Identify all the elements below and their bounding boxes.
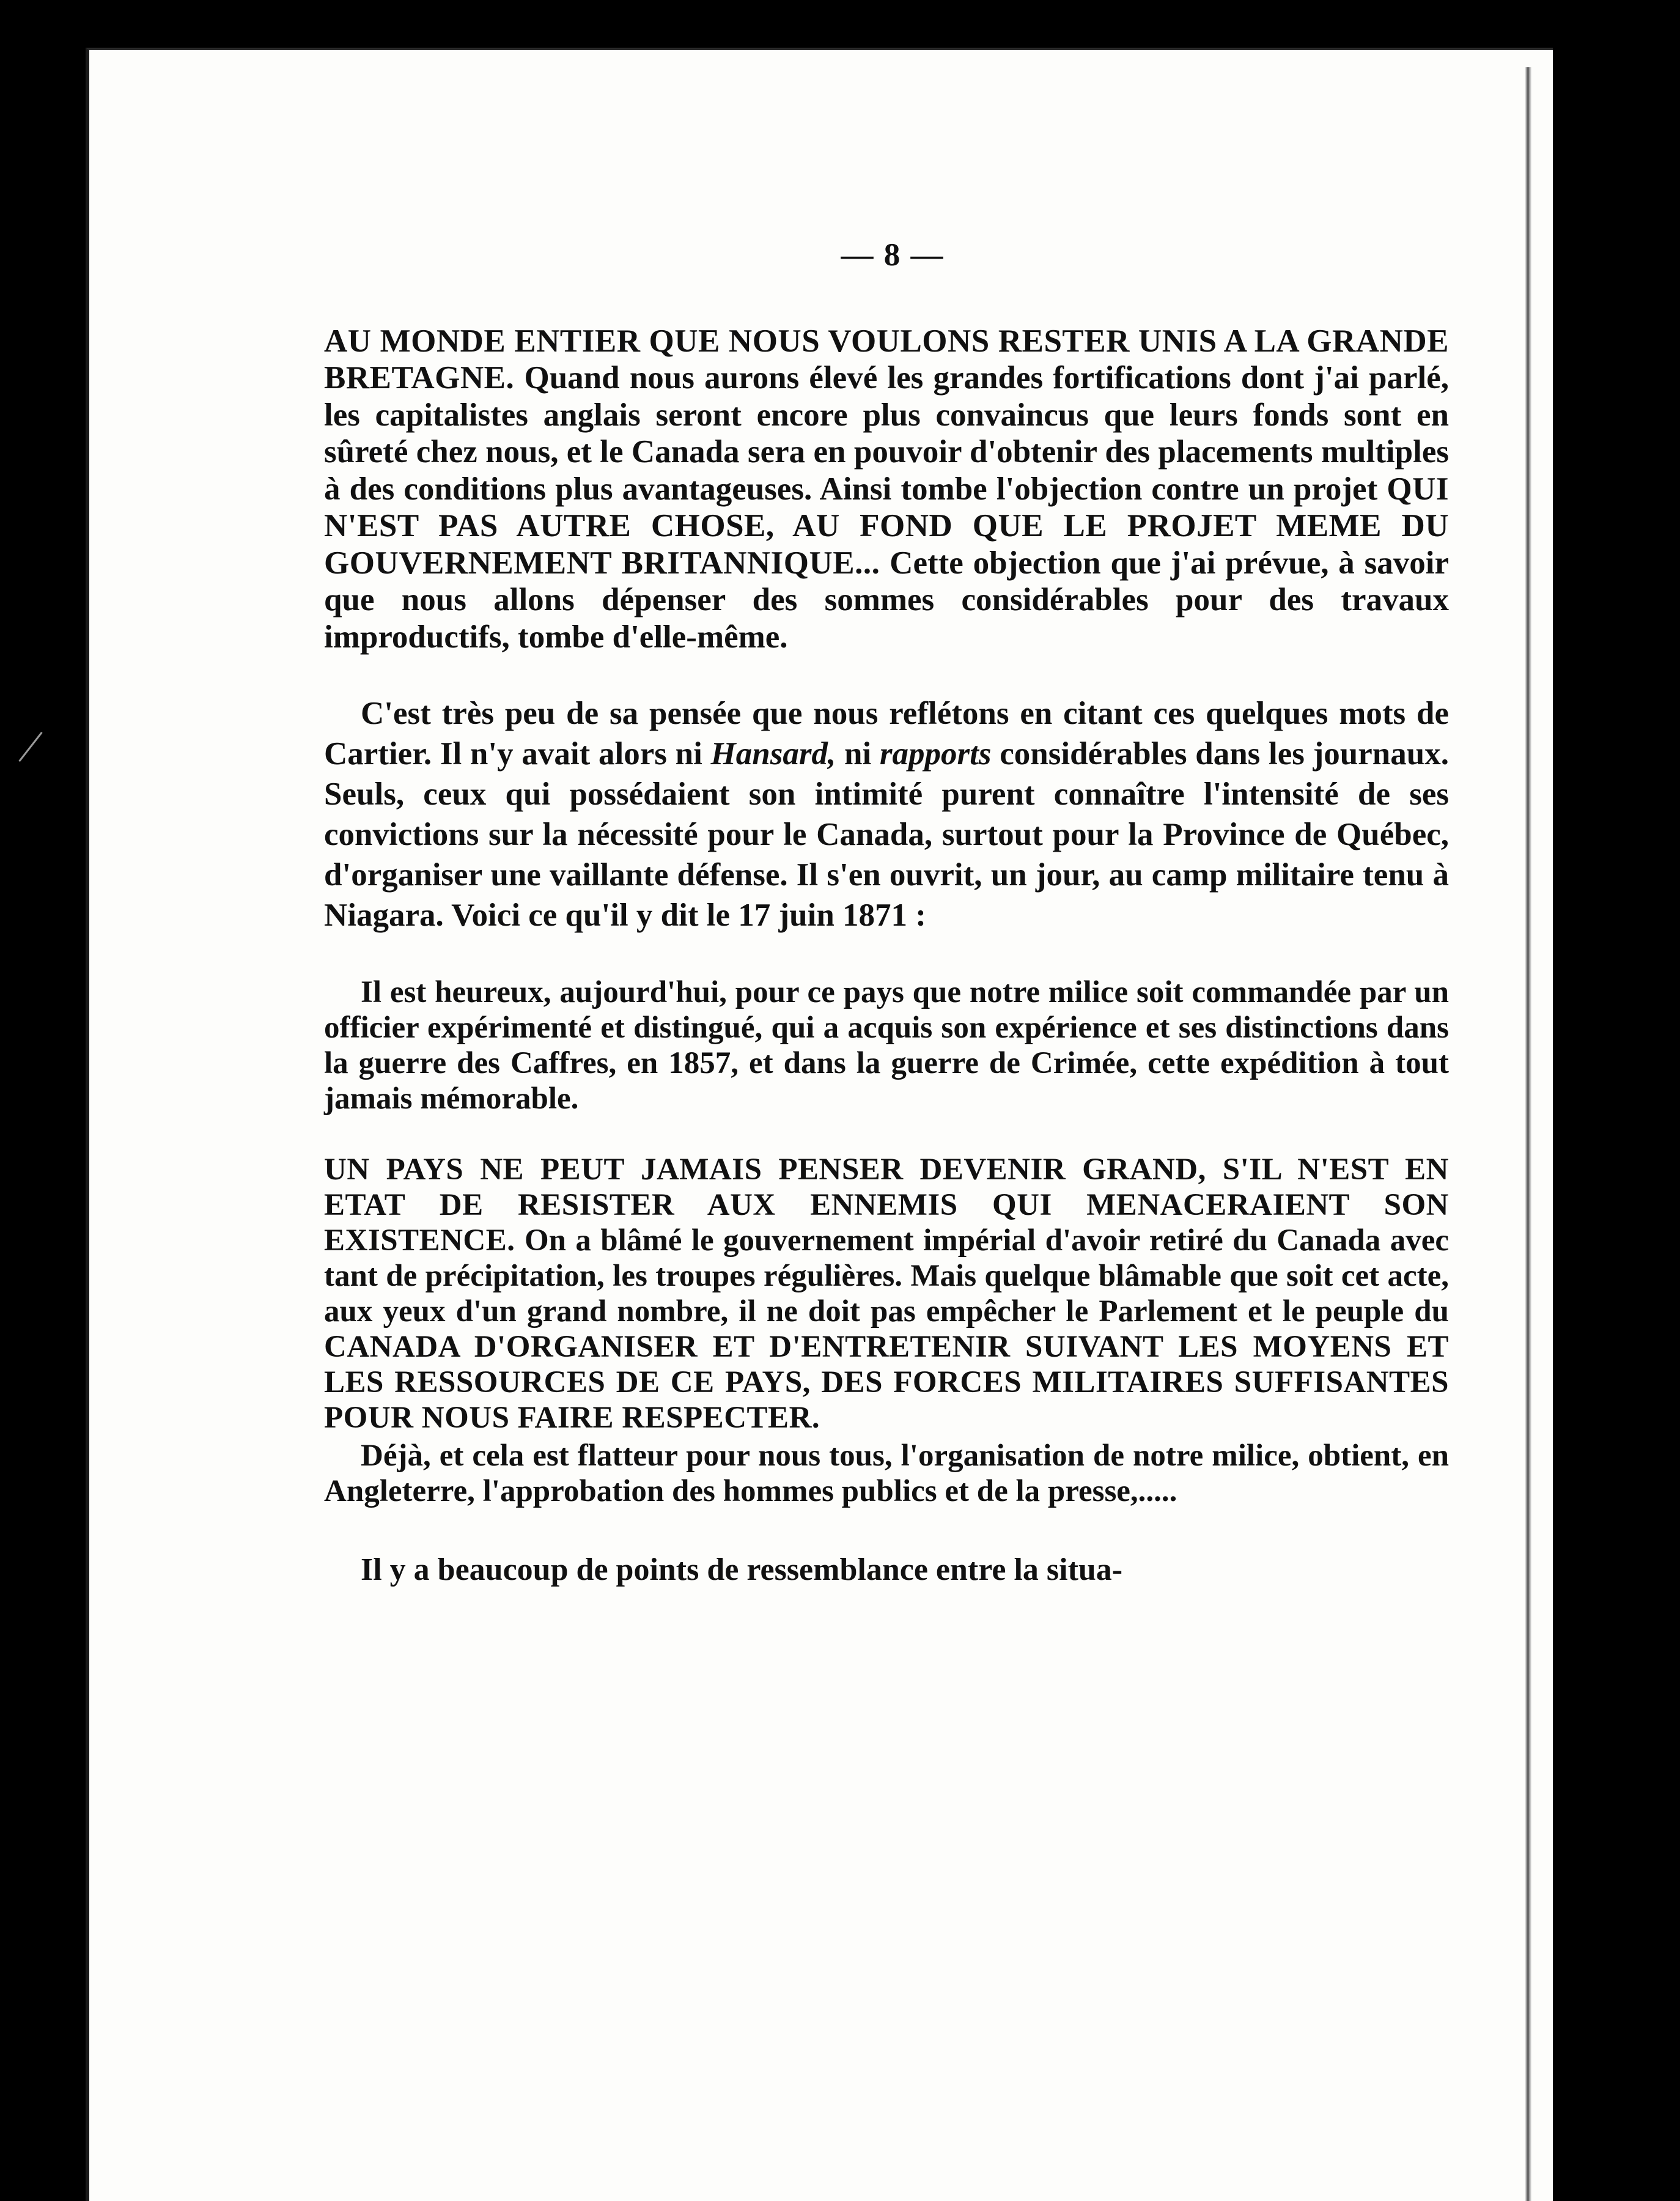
- body-paragraph-2: Il y a beaucoup de points de ressemblance entre la situa-: [361, 1552, 1123, 1587]
- para-1-text-c: considérables dans les journaux. Seuls, ceux qui possédaient son intimité purent connaître l'intensité de ses convictions sur la nécessité pour le Canada, surtout pour la Province de Québec, d'organiser une vaillante défense. Il s'en ouvrit, un jour, au camp militaire tenu à Niagara. Voici ce qu'il y dit le 17 juin 1871 :: [324, 736, 1450, 933]
- quote-paragraph-3: [324, 1152, 1449, 1436]
- para-1-text-b: ni: [836, 736, 880, 772]
- quote-paragraph-2: Il est heureux, aujourd'hui, pour ce pays que notre milice soit commandée par un officier expérimenté et distingué, qui a acquis son expérience et ses distinctions dans la guerre des Caffres, en 1857, et dans la guerre de Crimée, cette expédition à tout jamais mémorable.: [324, 975, 1449, 1116]
- quote-1-caps-mid: QUI N'EST PAS AUTRE CHOSE, AU FOND QUE LE PROJET MEME DU GOUVERNEMENT BRITANNIQUE...: [324, 471, 1449, 581]
- body-paragraph-1: [324, 693, 1449, 935]
- para-1-italic-rapports: rapports: [879, 736, 992, 772]
- quote-3-caps-end: CANADA D'ORGANISER ET D'ENTRETENIR SUIVANT LES MOYENS ET LES RESSOURCES DE CE PAYS, DES FORCES MILITAIRES SUFFISANTES POUR NOUS FAIRE RESPECTER.: [324, 1330, 1449, 1435]
- quote-paragraph-4: Déjà, et cela est flatteur pour nous tous, l'organisation de notre milice, obtient, en Angleterre, l'approbation des hommes publics et de la presse,.....: [324, 1439, 1449, 1508]
- quote-1-text-b: Cette objection que j'ai prévue, à savoir que nous allons dépenser des sommes considérables pour des travaux improductifs, tombe d'elle-même.: [324, 545, 1449, 655]
- book-page: [86, 48, 1553, 2201]
- quote-1-text-a: Quand nous aurons élevé les grandes fortifications dont j'ai parlé, les capitalistes anglais seront encore plus convaincus que leurs fonds sont en sûreté chez nous, et le Canada sera en pouvoir d'obtenir des placements multiples à des conditions plus avantageuses. Ainsi tombe l'objection contre un projet: [324, 360, 1449, 507]
- quote-3-caps-lead: UN PAYS NE PEUT JAMAIS PENSER DEVENIR GRAND, S'IL N'EST EN ETAT DE RESISTER AUX ENNEMIS QUI MENACERAIENT SON EXISTENCE.: [324, 1152, 1449, 1258]
- para-1-italic-hansard: Hansard,: [710, 736, 836, 772]
- page-number: — 8 —: [841, 237, 945, 273]
- page-content: [324, 237, 1449, 1589]
- para-1-text-a: C'est très peu de sa pensée que nous reflétons en citant ces quelques mots de Cartier. Il n'y avait alors ni: [324, 696, 1449, 772]
- quote-3-text-a: On a blâmé le gouvernement impérial d'avoir retiré du Canada avec tant de précipitation, les troupes régulières. Mais quelque blâmable que soit cet acte, aux yeux d'un grand nombre, il ne doit pas empêcher le Parlement et le peuple du: [324, 1223, 1449, 1329]
- scan-artifact-mark: [18, 732, 42, 762]
- quote-paragraph-1: [324, 323, 1449, 656]
- page-edge-shadow: [1525, 67, 1531, 2201]
- quote-1-caps-lead: AU MONDE ENTIER QUE NOUS VOULONS RESTER UNIS A LA GRANDE BRETAGNE.: [324, 323, 1449, 396]
